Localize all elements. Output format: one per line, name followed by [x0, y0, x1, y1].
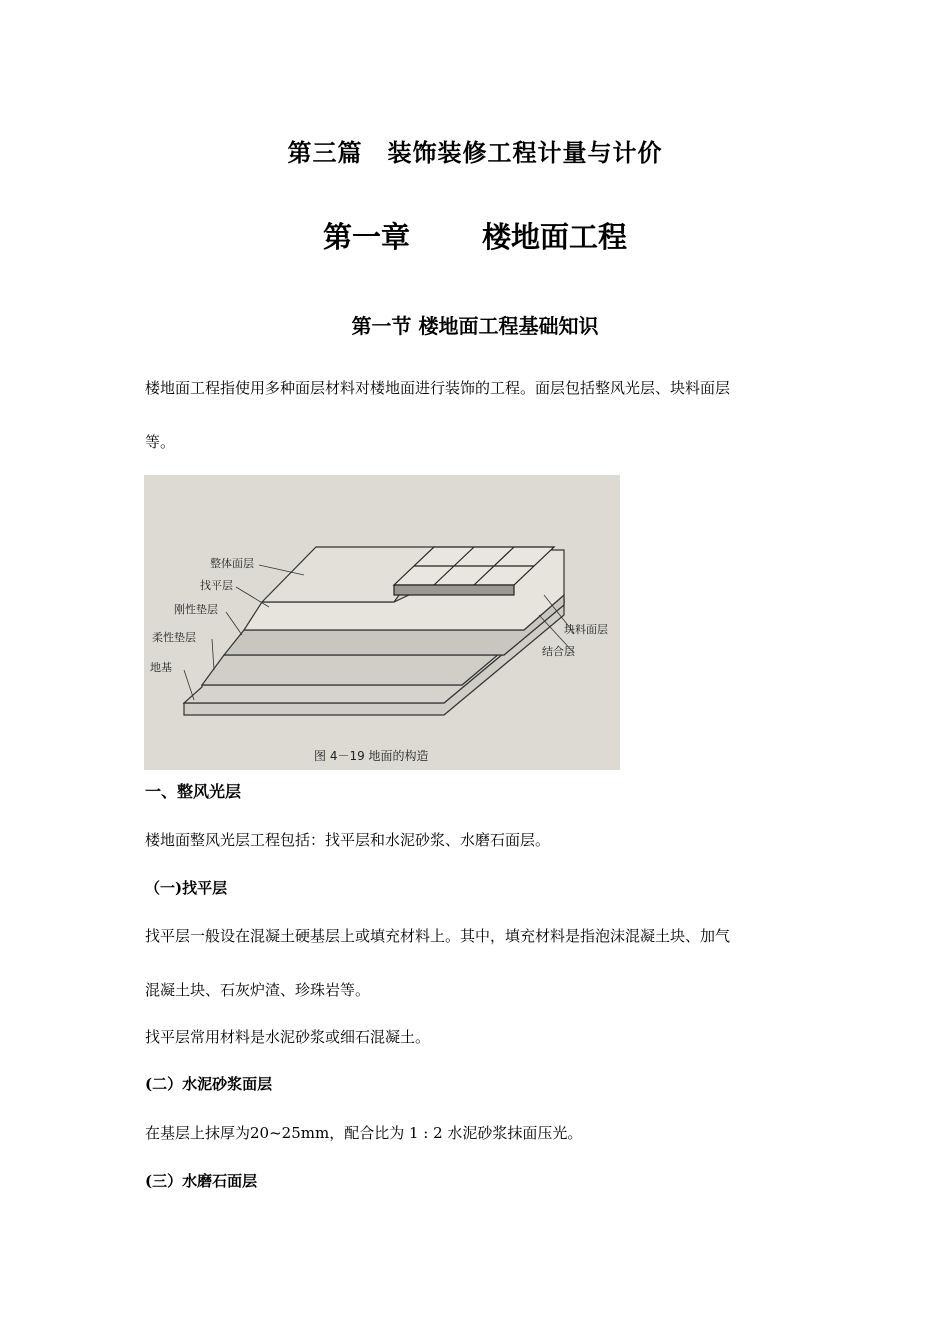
figure-caption: 图 4－19 地面的构造 [314, 749, 429, 763]
label-block: 块料面层 [564, 623, 608, 636]
chapter-number: 第一章 [322, 220, 410, 254]
label-rigid: 刚性垫层 [174, 603, 218, 616]
label-foundation: 地基 [150, 661, 172, 674]
s1-para: 楼地面整风光层工程包括：找平层和水泥砂浆、水磨石面层。 [145, 831, 551, 849]
floor-structure-figure [144, 475, 620, 770]
floor-structure-diagram [144, 475, 620, 770]
label-flexible: 柔性垫层 [152, 631, 196, 644]
label-surface: 整体面层 [210, 557, 254, 570]
chapter-title [0, 215, 950, 256]
s1a-line-2: 混凝土块、石灰炉渣、珍珠岩等。 [145, 981, 371, 999]
s1c-heading: (三）水磨石面层 [145, 1172, 258, 1190]
section-title: 第一节 楼地面工程基础知识 [351, 314, 599, 338]
label-bonding: 结合层 [542, 645, 575, 658]
label-leveling: 找平层 [200, 579, 233, 592]
part-title: 第三篇 装饰装修工程计量与计价 [287, 138, 663, 167]
s1-heading: 一、整风光层 [145, 782, 242, 801]
s1a-line-1: 找平层一般设在混凝土硬基层上或填充材料上。其中，填充材料是指泡沫混凝土块、加气 [145, 927, 731, 945]
s1b-para: 在基层上抹厚为20~25mm，配合比为 1 : 2 水泥砂浆抹面压光。 [145, 1124, 583, 1142]
s1b-heading: (二）水泥砂浆面层 [145, 1075, 273, 1093]
intro-line-1: 楼地面工程指使用多种面层材料对楼地面进行装饰的工程。面层包括整风光层、块料面层 [145, 379, 731, 397]
intro-line-2: 等。 [145, 433, 176, 451]
chapter-name: 楼地面工程 [482, 220, 628, 254]
s1a-line-3: 找平层常用材料是水泥砂浆或细石混凝土。 [145, 1028, 431, 1046]
s1a-heading: （一)找平层 [145, 879, 228, 897]
